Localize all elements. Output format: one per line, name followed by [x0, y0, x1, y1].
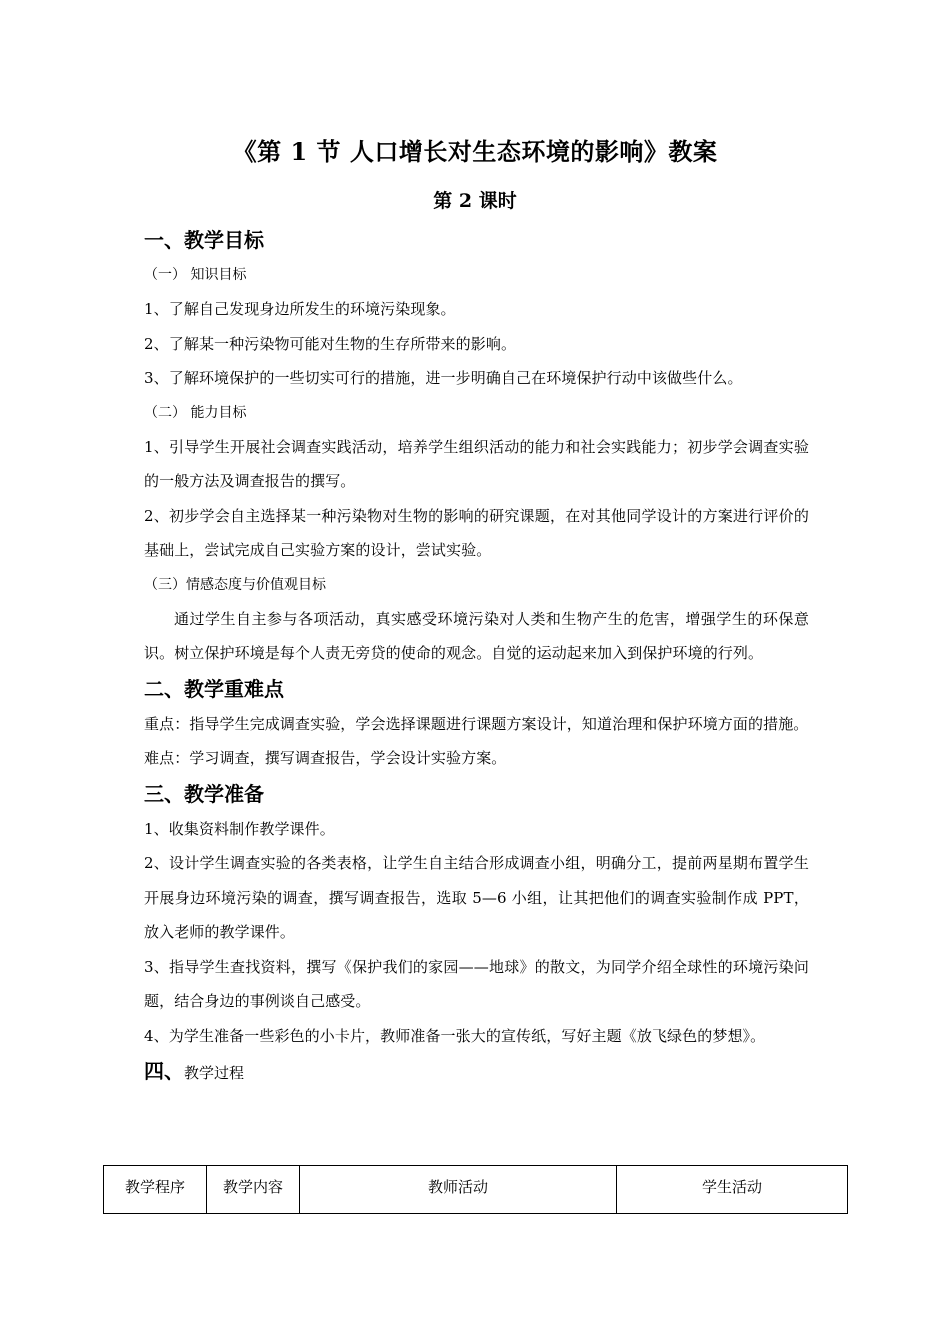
table-header-teacher-activity: 教师活动: [300, 1166, 617, 1214]
knowledge-item-3: 3、了解环境保护的一些切实可行的措施，进一步明确自己在环境保护行动中该做些什么。: [144, 369, 743, 387]
section-heading-process-number: 四、: [144, 1059, 184, 1083]
section-heading-objectives: 一、教学目标: [144, 228, 264, 252]
ability-item-2: 2、初步学会自主选择某一种污染物对生物的影响的研究课题，在对其他同学设计的方案进行评价的基础上，尝试完成自己实验方案的设计，尝试实验。: [144, 506, 809, 559]
ability-item-1: 1、引导学生开展社会调查实践活动，培养学生组织活动的能力和社会实践能力；初步学会调查实验的一般方法及调查报告的撰写。: [144, 437, 809, 490]
subheading-emotion: （三）情感态度与价值观目标: [144, 576, 326, 593]
document-subtitle: 第 2 课时: [433, 190, 517, 212]
knowledge-item-1: 1、了解自己发现身边所发生的环境污染现象。: [144, 300, 456, 318]
difficulty-paragraph: 难点：学习调查，撰写调查报告，学会设计实验方案。: [144, 749, 507, 767]
section-heading-preparation: 三、教学准备: [144, 781, 264, 806]
knowledge-item-2: 2、了解某一种污染物可能对生物的生存所带来的影响。: [144, 334, 517, 353]
document-body: [144, 222, 809, 1089]
preparation-item-3: 3、指导学生查找资料，撰写《保护我们的家园——地球》的散文，为同学介绍全球性的环境污染问题，结合身边的事例谈自己感受。: [144, 957, 809, 1010]
table-header-program: 教学程序: [104, 1166, 207, 1214]
section-heading-process-label: 教学过程: [184, 1064, 245, 1082]
document-title: 《第 1 节 人口增长对生态环境的影响》教案: [232, 137, 718, 166]
process-table: [103, 1165, 848, 1214]
table-header-row: [104, 1166, 848, 1214]
process-table-wrap: [103, 1165, 847, 1214]
table-header-content: 教学内容: [207, 1166, 300, 1214]
table-header-student-activity: 学生活动: [617, 1166, 848, 1214]
preparation-item-2: 2、设计学生调查实验的各类表格，让学生自主结合形成调查小组，明确分工，提前两星期布置学生开展身边环境污染的调查，撰写调查报告，选取 5—6 小组，让其把他们的调查实验制作成 PPT，放入老师的教学课件。: [144, 854, 809, 941]
section-heading-process: [144, 1053, 809, 1089]
preparation-item-4: 4、为学生准备一些彩色的小卡片，教师准备一张大的宣传纸，写好主题《放飞绿色的梦想》。: [144, 1026, 766, 1045]
section-heading-key-points: 二、教学重难点: [144, 676, 284, 701]
emotion-paragraph: 通过学生自主参与各项活动，真实感受环境污染对人类和生物产生的危害，增强学生的环保意识。树立保护环境是每个人责无旁贷的使命的观念。自觉的运动起来加入到保护环境的行列。: [144, 609, 809, 662]
subheading-ability: （二） 能力目标: [144, 404, 247, 421]
preparation-item-1: 1、收集资料制作教学课件。: [144, 819, 335, 838]
key-point-paragraph: 重点：指导学生完成调查实验，学会选择课题进行课题方案设计，知道治理和保护环境方面的措施。: [144, 714, 809, 733]
subheading-knowledge: （一） 知识目标: [144, 267, 247, 283]
